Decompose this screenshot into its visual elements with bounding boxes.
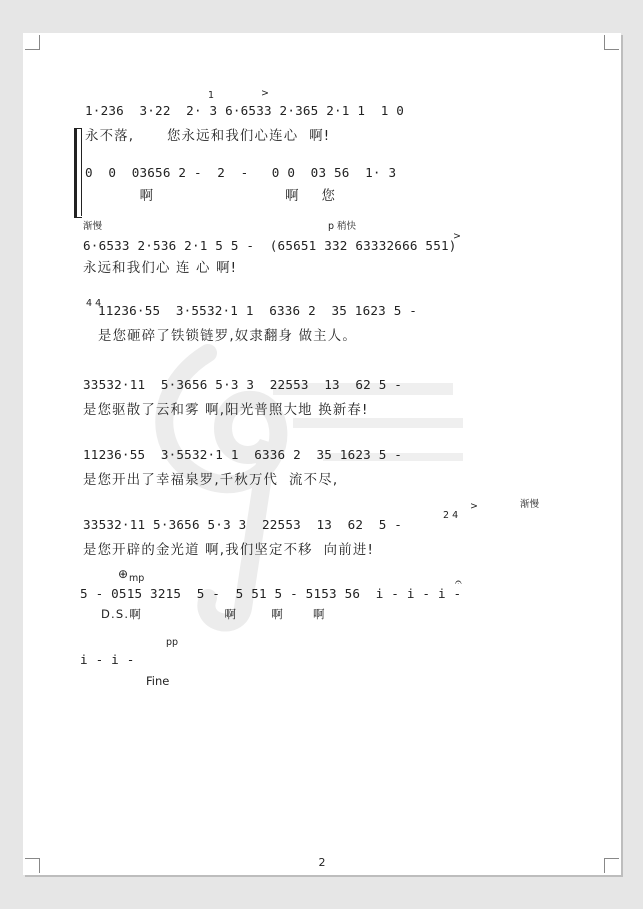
- lyrics-line-8: D.S.啊 啊 啊 啊: [101, 607, 326, 621]
- melody-line-3: 6·6533 2·536 2·1 5 5 - (65651 332 63332666 551): [83, 238, 457, 253]
- dynamic-mp: mp: [129, 573, 145, 584]
- page-number: 2: [318, 856, 326, 869]
- ritardando-mark: 渐慢: [83, 221, 103, 232]
- accent-mark: >: [261, 88, 269, 99]
- melody-line-5: 33532·11 5·3656 5·3 3 22553 13 62 5 -: [83, 377, 403, 392]
- crop-mark: [604, 35, 619, 50]
- time-signature-4-4: 4 4: [86, 298, 102, 309]
- lyrics-line-1: 永不落, 您永远和我们心连心 啊!: [85, 129, 331, 144]
- melody-line-9: i - i -: [80, 652, 135, 667]
- lyrics-line-7: 是您开辟的金光道 啊,我们坚定不移 向前进!: [83, 543, 375, 558]
- melody-line-1: 1·236 3·22 2· 3 6·6533 2·365 2·1 1 1 0: [85, 103, 405, 118]
- system-bracket-line: [81, 128, 82, 216]
- dynamic-p-faster: p 稍快: [328, 221, 357, 232]
- grace-note: 1: [208, 90, 215, 101]
- melody-line-4: 11236·55 3·5532·1 1 6336 2 35 1623 5 -: [98, 303, 418, 318]
- time-signature-2-4: 2 4: [443, 510, 459, 521]
- lyrics-line-2: 啊 啊 您: [85, 189, 337, 204]
- melody-line-7: 33532·11 5·3656 5·3 3 22553 13 62 5 -: [83, 517, 403, 532]
- dynamic-pp: pp: [166, 637, 179, 648]
- accent-mark: >: [453, 231, 461, 242]
- accent-mark: >: [470, 501, 478, 512]
- score-page: [23, 33, 621, 875]
- lyrics-line-3: 永远和我们心 连 心 啊!: [83, 261, 238, 276]
- melody-line-2: 0 0 03656 2 - 2 - 0 0 03 56 1· 3: [85, 165, 397, 180]
- fermata-icon: 𝄐: [455, 575, 462, 589]
- lyrics-line-5: 是您驱散了云和雾 啊,阳光普照大地 换新春!: [83, 403, 369, 418]
- melody-line-6: 11236·55 3·5532·1 1 6336 2 35 1623 5 -: [83, 447, 403, 462]
- crop-mark: [25, 35, 40, 50]
- lyrics-line-4: 是您砸碎了铁锁链罗,奴隶翻身 做主人。: [98, 329, 357, 344]
- fine-marking: Fine: [146, 674, 170, 688]
- segno-icon: ⊕: [118, 567, 129, 581]
- ritardando-mark: 渐慢: [520, 499, 540, 510]
- lyrics-line-6: 是您开出了幸福泉罗,千秋万代 流不尽,: [83, 473, 339, 488]
- melody-line-8: 5 - 0515 3215 5 - 5 51 5 - 5153 56 i - i - i -: [80, 586, 462, 601]
